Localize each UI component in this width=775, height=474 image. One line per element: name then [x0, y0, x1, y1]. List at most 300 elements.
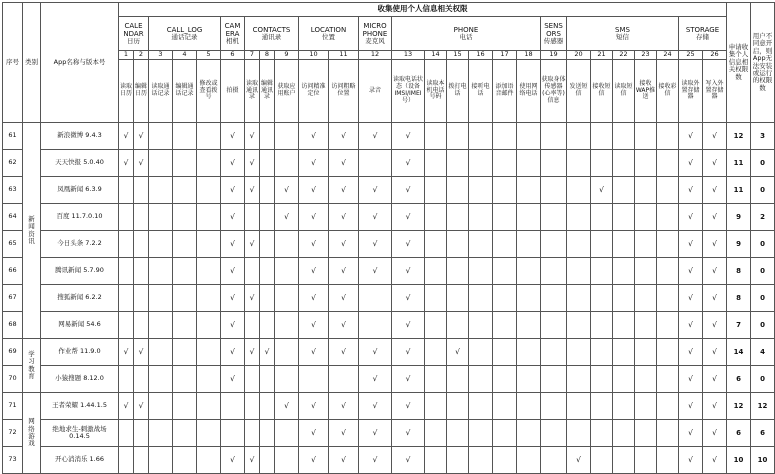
- empty-cell: [149, 177, 173, 204]
- column-number: 18: [517, 51, 541, 60]
- column-description: 编辑通话记录: [173, 60, 197, 123]
- row-number: 72: [3, 420, 23, 447]
- empty-cell: [493, 393, 517, 420]
- group-name-en: LOCATION: [310, 25, 347, 34]
- empty-cell: [173, 393, 197, 420]
- denied-count: 0: [751, 366, 775, 393]
- empty-cell: [197, 366, 221, 393]
- empty-cell: [425, 447, 447, 474]
- denied-count: 12: [751, 393, 775, 420]
- check-mark-cell: √: [329, 150, 359, 177]
- denied-count: 10: [751, 447, 775, 474]
- check-mark-cell: √: [703, 231, 727, 258]
- empty-cell: [567, 339, 591, 366]
- check-mark-cell: √: [359, 231, 392, 258]
- empty-cell: [591, 366, 613, 393]
- empty-cell: [134, 285, 149, 312]
- group-header-sms: [567, 17, 679, 51]
- check-mark-cell: √: [359, 204, 392, 231]
- empty-cell: [275, 123, 299, 150]
- app-name-cell: 网易新闻 54.6: [41, 312, 119, 339]
- empty-cell: [197, 150, 221, 177]
- empty-cell: [567, 231, 591, 258]
- app-name-cell: 王者荣耀 1.44.1.5: [41, 393, 119, 420]
- group-name-en: CAM ERA: [224, 21, 241, 38]
- requested-count: 11: [727, 150, 751, 177]
- check-mark-cell: √: [329, 447, 359, 474]
- column-description: 读取通话记录: [149, 60, 173, 123]
- empty-cell: [197, 312, 221, 339]
- column-number: 16: [469, 51, 493, 60]
- empty-cell: [567, 420, 591, 447]
- group-header-micro-phone: [359, 17, 392, 51]
- empty-cell: [657, 285, 679, 312]
- empty-cell: [657, 258, 679, 285]
- category-cell: 学习教育: [23, 339, 41, 393]
- check-mark-cell: √: [245, 123, 260, 150]
- empty-cell: [469, 339, 493, 366]
- empty-cell: [221, 420, 245, 447]
- column-description: 录音: [359, 60, 392, 123]
- row-number: 63: [3, 177, 23, 204]
- check-mark-cell: √: [221, 123, 245, 150]
- group-header-contacts: [245, 17, 299, 51]
- check-mark-cell: √: [359, 447, 392, 474]
- check-mark-cell: √: [221, 339, 245, 366]
- empty-cell: [173, 447, 197, 474]
- empty-cell: [591, 150, 613, 177]
- column-description: 编辑通讯录: [260, 60, 275, 123]
- check-mark-cell: √: [329, 204, 359, 231]
- check-mark-cell: √: [245, 339, 260, 366]
- empty-cell: [245, 420, 260, 447]
- empty-cell: [173, 312, 197, 339]
- empty-cell: [275, 366, 299, 393]
- empty-cell: [447, 150, 469, 177]
- group-name-zh: 日历: [127, 36, 140, 45]
- empty-cell: [149, 231, 173, 258]
- check-mark-cell: √: [679, 420, 703, 447]
- empty-cell: [493, 312, 517, 339]
- check-mark-cell: √: [359, 123, 392, 150]
- check-mark-cell: √: [134, 393, 149, 420]
- requested-count: 6: [727, 420, 751, 447]
- empty-cell: [517, 150, 541, 177]
- empty-cell: [541, 447, 567, 474]
- empty-cell: [260, 150, 275, 177]
- empty-cell: [134, 447, 149, 474]
- category-cell: 网络游戏: [23, 393, 41, 474]
- check-mark-cell: √: [679, 393, 703, 420]
- check-mark-cell: √: [703, 285, 727, 312]
- table-row: [3, 285, 775, 312]
- empty-cell: [469, 231, 493, 258]
- check-mark-cell: √: [679, 285, 703, 312]
- check-mark-cell: √: [392, 285, 425, 312]
- empty-cell: [657, 339, 679, 366]
- empty-cell: [447, 123, 469, 150]
- empty-cell: [591, 204, 613, 231]
- check-mark-cell: √: [299, 312, 329, 339]
- table-row: [3, 339, 775, 366]
- column-description: 读取通讯录: [245, 60, 260, 123]
- empty-cell: [613, 177, 635, 204]
- empty-cell: [119, 204, 134, 231]
- empty-cell: [197, 447, 221, 474]
- empty-cell: [173, 258, 197, 285]
- empty-cell: [517, 339, 541, 366]
- empty-cell: [541, 393, 567, 420]
- empty-cell: [591, 420, 613, 447]
- denied-count: 3: [751, 123, 775, 150]
- column-number: 5: [197, 51, 221, 60]
- empty-cell: [260, 366, 275, 393]
- group-name-en: CONTACTS: [252, 25, 291, 34]
- check-mark-cell: √: [679, 366, 703, 393]
- check-mark-cell: √: [329, 312, 359, 339]
- empty-cell: [425, 150, 447, 177]
- empty-cell: [591, 231, 613, 258]
- empty-cell: [134, 366, 149, 393]
- check-mark-cell: √: [221, 258, 245, 285]
- group-name-zh: 麦克风: [365, 36, 385, 45]
- empty-cell: [635, 339, 657, 366]
- check-mark-cell: √: [329, 177, 359, 204]
- empty-cell: [613, 312, 635, 339]
- empty-cell: [517, 312, 541, 339]
- requested-count: 12: [727, 123, 751, 150]
- empty-cell: [149, 123, 173, 150]
- check-mark-cell: √: [679, 258, 703, 285]
- empty-cell: [260, 177, 275, 204]
- table-row: [3, 366, 775, 393]
- check-mark-cell: √: [299, 339, 329, 366]
- check-mark-cell: √: [679, 339, 703, 366]
- empty-cell: [260, 204, 275, 231]
- row-number: 67: [3, 285, 23, 312]
- group-name-en: CALL_LOG: [166, 25, 203, 34]
- empty-cell: [613, 366, 635, 393]
- empty-cell: [613, 150, 635, 177]
- empty-cell: [613, 231, 635, 258]
- column-number: 13: [392, 51, 425, 60]
- column-number: 3: [149, 51, 173, 60]
- app-name-cell: 新浪微博 9.4.3: [41, 123, 119, 150]
- empty-cell: [359, 312, 392, 339]
- group-name-zh: 位置: [322, 32, 335, 41]
- empty-cell: [635, 150, 657, 177]
- empty-cell: [657, 312, 679, 339]
- empty-cell: [567, 393, 591, 420]
- empty-cell: [493, 366, 517, 393]
- empty-cell: [541, 123, 567, 150]
- empty-cell: [119, 312, 134, 339]
- empty-cell: [245, 366, 260, 393]
- group-header-cale-ndar: [119, 17, 149, 51]
- check-mark-cell: √: [392, 177, 425, 204]
- empty-cell: [517, 123, 541, 150]
- column-number: 17: [493, 51, 517, 60]
- empty-cell: [635, 366, 657, 393]
- empty-cell: [173, 339, 197, 366]
- row-number: 65: [3, 231, 23, 258]
- empty-cell: [119, 177, 134, 204]
- empty-cell: [275, 447, 299, 474]
- check-mark-cell: √: [359, 339, 392, 366]
- check-mark-cell: √: [359, 258, 392, 285]
- column-number: 4: [173, 51, 197, 60]
- check-mark-cell: √: [703, 150, 727, 177]
- empty-cell: [149, 339, 173, 366]
- requested-count: 10: [727, 447, 751, 474]
- empty-cell: [517, 366, 541, 393]
- empty-cell: [469, 150, 493, 177]
- check-mark-cell: √: [359, 177, 392, 204]
- check-mark-cell: √: [591, 177, 613, 204]
- empty-cell: [197, 204, 221, 231]
- empty-cell: [635, 258, 657, 285]
- column-number: 22: [613, 51, 635, 60]
- table-row: [3, 393, 775, 420]
- seq-header: 序号: [3, 3, 23, 123]
- check-mark-cell: √: [134, 339, 149, 366]
- empty-cell: [275, 150, 299, 177]
- column-description: 获取应用账户: [275, 60, 299, 123]
- check-mark-cell: √: [260, 339, 275, 366]
- empty-cell: [134, 204, 149, 231]
- empty-cell: [591, 285, 613, 312]
- check-mark-cell: √: [392, 231, 425, 258]
- empty-cell: [541, 177, 567, 204]
- check-mark-cell: √: [275, 393, 299, 420]
- column-description: 拨打电话: [447, 60, 469, 123]
- column-description: 读取日历: [119, 60, 134, 123]
- empty-cell: [493, 420, 517, 447]
- check-mark-cell: √: [245, 285, 260, 312]
- empty-cell: [275, 420, 299, 447]
- requested-count: 9: [727, 231, 751, 258]
- column-number: 14: [425, 51, 447, 60]
- empty-cell: [517, 285, 541, 312]
- denied-count-header: 用户不同意开启，则App无法安装或运行的权限数: [751, 3, 775, 123]
- column-description: 获取身体传感器(心率等)信息: [541, 60, 567, 123]
- empty-cell: [591, 393, 613, 420]
- denied-count: 2: [751, 204, 775, 231]
- empty-cell: [245, 312, 260, 339]
- denied-count: 0: [751, 177, 775, 204]
- empty-cell: [260, 231, 275, 258]
- check-mark-cell: √: [703, 339, 727, 366]
- empty-cell: [173, 123, 197, 150]
- check-mark-cell: √: [245, 177, 260, 204]
- app-name-cell: 天天快报 5.0.40: [41, 150, 119, 177]
- app-name-cell: 百度 11.7.0.10: [41, 204, 119, 231]
- check-mark-cell: √: [392, 366, 425, 393]
- empty-cell: [119, 285, 134, 312]
- check-mark-cell: √: [275, 204, 299, 231]
- check-mark-cell: √: [329, 231, 359, 258]
- empty-cell: [197, 231, 221, 258]
- empty-cell: [613, 285, 635, 312]
- group-name-zh: 短信: [616, 32, 629, 41]
- empty-cell: [197, 258, 221, 285]
- check-mark-cell: √: [299, 258, 329, 285]
- column-number: 11: [329, 51, 359, 60]
- check-mark-cell: √: [299, 420, 329, 447]
- empty-cell: [134, 420, 149, 447]
- empty-cell: [275, 285, 299, 312]
- empty-cell: [493, 339, 517, 366]
- empty-cell: [517, 420, 541, 447]
- empty-cell: [493, 447, 517, 474]
- empty-cell: [613, 123, 635, 150]
- empty-cell: [221, 393, 245, 420]
- check-mark-cell: √: [679, 204, 703, 231]
- column-description: 读取电话状态（设备IMSI/IMEI号）: [392, 60, 425, 123]
- group-name-en: STORAGE: [685, 25, 720, 34]
- empty-cell: [447, 177, 469, 204]
- empty-cell: [245, 393, 260, 420]
- requested-count-header: 申请收集个人信息相关权限数: [727, 3, 751, 123]
- empty-cell: [275, 312, 299, 339]
- column-description: 编辑日历: [134, 60, 149, 123]
- check-mark-cell: √: [359, 393, 392, 420]
- group-name-zh: 通话记录: [171, 32, 198, 41]
- empty-cell: [149, 393, 173, 420]
- check-mark-cell: √: [299, 123, 329, 150]
- empty-cell: [173, 366, 197, 393]
- empty-cell: [447, 393, 469, 420]
- check-mark-cell: √: [329, 258, 359, 285]
- empty-cell: [613, 420, 635, 447]
- empty-cell: [134, 231, 149, 258]
- empty-cell: [425, 420, 447, 447]
- category-cell: 新闻资讯: [23, 123, 41, 339]
- empty-cell: [469, 420, 493, 447]
- check-mark-cell: √: [245, 150, 260, 177]
- column-number: 1: [119, 51, 134, 60]
- column-number: 25: [679, 51, 703, 60]
- empty-cell: [541, 339, 567, 366]
- check-mark-cell: √: [703, 366, 727, 393]
- check-mark-cell: √: [275, 177, 299, 204]
- denied-count: 6: [751, 420, 775, 447]
- app-name-cell: 搜狐新闻 6.2.2: [41, 285, 119, 312]
- empty-cell: [260, 393, 275, 420]
- check-mark-cell: √: [392, 150, 425, 177]
- empty-cell: [517, 204, 541, 231]
- empty-cell: [447, 258, 469, 285]
- check-mark-cell: √: [567, 447, 591, 474]
- app-name-cell: 开心消消乐 1.66: [41, 447, 119, 474]
- empty-cell: [541, 420, 567, 447]
- empty-cell: [173, 204, 197, 231]
- check-mark-cell: √: [329, 420, 359, 447]
- row-number: 61: [3, 123, 23, 150]
- empty-cell: [541, 231, 567, 258]
- group-header-cam-era: [221, 17, 245, 51]
- column-description: 访问精准定位: [299, 60, 329, 123]
- empty-cell: [275, 339, 299, 366]
- empty-cell: [425, 231, 447, 258]
- denied-count: 0: [751, 285, 775, 312]
- group-name-en: CALE NDAR: [123, 21, 144, 38]
- requested-count: 11: [727, 177, 751, 204]
- check-mark-cell: √: [119, 123, 134, 150]
- row-number: 68: [3, 312, 23, 339]
- denied-count: 0: [751, 312, 775, 339]
- column-description: 拍摄: [221, 60, 245, 123]
- empty-cell: [657, 177, 679, 204]
- check-mark-cell: √: [245, 231, 260, 258]
- empty-cell: [119, 447, 134, 474]
- column-description: 访问粗略位置: [329, 60, 359, 123]
- app-name-cell: 腾讯新闻 5.7.90: [41, 258, 119, 285]
- empty-cell: [425, 393, 447, 420]
- empty-cell: [260, 123, 275, 150]
- check-mark-cell: √: [703, 393, 727, 420]
- requested-count: 14: [727, 339, 751, 366]
- empty-cell: [541, 285, 567, 312]
- empty-cell: [425, 312, 447, 339]
- check-mark-cell: √: [299, 285, 329, 312]
- check-mark-cell: √: [703, 204, 727, 231]
- empty-cell: [197, 123, 221, 150]
- empty-cell: [469, 123, 493, 150]
- empty-cell: [613, 393, 635, 420]
- row-number: 62: [3, 150, 23, 177]
- table-title: 收集使用个人信息相关权限: [119, 3, 727, 17]
- empty-cell: [425, 366, 447, 393]
- check-mark-cell: √: [221, 231, 245, 258]
- row-number: 69: [3, 339, 23, 366]
- empty-cell: [425, 204, 447, 231]
- check-mark-cell: √: [299, 204, 329, 231]
- table-row: [3, 447, 775, 474]
- check-mark-cell: √: [679, 312, 703, 339]
- check-mark-cell: √: [392, 204, 425, 231]
- empty-cell: [635, 177, 657, 204]
- group-header-phone: [392, 17, 541, 51]
- empty-cell: [149, 447, 173, 474]
- column-number: 8: [260, 51, 275, 60]
- check-mark-cell: √: [392, 393, 425, 420]
- check-mark-cell: √: [221, 366, 245, 393]
- check-mark-cell: √: [299, 177, 329, 204]
- empty-cell: [173, 177, 197, 204]
- empty-cell: [613, 339, 635, 366]
- empty-cell: [541, 150, 567, 177]
- check-mark-cell: √: [221, 285, 245, 312]
- empty-cell: [260, 285, 275, 312]
- empty-cell: [425, 285, 447, 312]
- empty-cell: [119, 366, 134, 393]
- empty-cell: [425, 123, 447, 150]
- empty-cell: [635, 123, 657, 150]
- empty-cell: [657, 123, 679, 150]
- check-mark-cell: √: [299, 231, 329, 258]
- empty-cell: [493, 204, 517, 231]
- app-name-cell: 绝地求生-刺激战场 0.14.5: [41, 420, 119, 447]
- check-mark-cell: √: [392, 312, 425, 339]
- group-name-zh: 电话: [459, 32, 473, 41]
- empty-cell: [260, 258, 275, 285]
- empty-cell: [245, 258, 260, 285]
- empty-cell: [245, 204, 260, 231]
- group-header-call-log: [149, 17, 221, 51]
- row-number: 64: [3, 204, 23, 231]
- empty-cell: [657, 204, 679, 231]
